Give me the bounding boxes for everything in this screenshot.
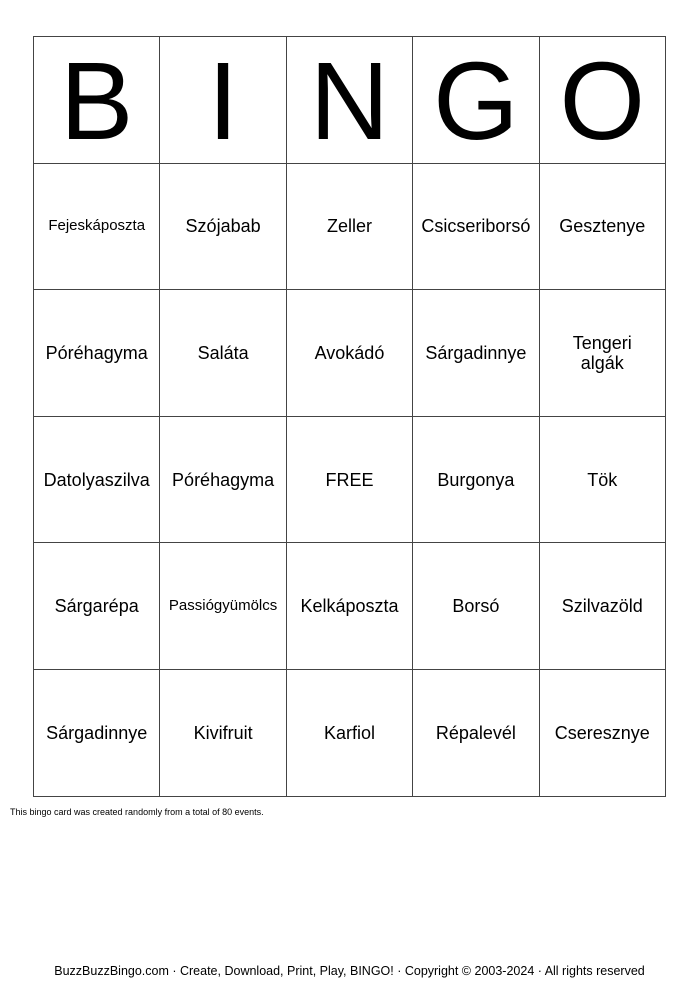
bingo-cell: Tök	[539, 416, 665, 543]
bingo-cell: Kivifruit	[160, 669, 286, 796]
bingo-cell: Zeller	[286, 163, 412, 290]
header-letter-o: O	[539, 37, 665, 164]
bingo-cell: Sárgadinnye	[34, 669, 160, 796]
bingo-cell: Szilvazöld	[539, 543, 665, 670]
bingo-cell: Sárgarépa	[34, 543, 160, 670]
card-footnote: This bingo card was created randomly from a total of 80 events.	[10, 807, 264, 817]
page-footer: BuzzBuzzBingo.com · Create, Download, Print, Play, BINGO! · Copyright © 2003-2024 · All rights reserved	[54, 964, 645, 978]
bingo-cell: Borsó	[413, 543, 539, 670]
bingo-row-2	[34, 290, 666, 417]
bingo-cell: Répalevél	[413, 669, 539, 796]
bingo-row-3	[34, 416, 666, 543]
header-letter-i: I	[160, 37, 286, 164]
bingo-row-4	[34, 543, 666, 670]
header-letter-b: B	[34, 37, 160, 164]
bingo-cell: Gesztenye	[539, 163, 665, 290]
bingo-cell: Fejeskáposzta	[34, 163, 160, 290]
bingo-cell: Kelkáposzta	[286, 543, 412, 670]
bingo-cell: Csicseriborsó	[413, 163, 539, 290]
bingo-header-row	[34, 37, 666, 164]
bingo-cell: Datolyaszilva	[34, 416, 160, 543]
bingo-cell: Tengeri algák	[539, 290, 665, 417]
bingo-cell: Póréhagyma	[160, 416, 286, 543]
bingo-cell: Karfiol	[286, 669, 412, 796]
bingo-cell: Sárgadinnye	[413, 290, 539, 417]
free-space-cell: FREE	[286, 416, 412, 543]
bingo-cell: Avokádó	[286, 290, 412, 417]
bingo-row-5	[34, 669, 666, 796]
bingo-cell: Saláta	[160, 290, 286, 417]
bingo-cell: Burgonya	[413, 416, 539, 543]
header-letter-n: N	[286, 37, 412, 164]
header-letter-g: G	[413, 37, 539, 164]
bingo-cell: Passiógyümölcs	[160, 543, 286, 670]
bingo-cell: Cseresznye	[539, 669, 665, 796]
bingo-card	[33, 36, 666, 797]
bingo-cell: Szójabab	[160, 163, 286, 290]
bingo-row-1	[34, 163, 666, 290]
bingo-cell: Póréhagyma	[34, 290, 160, 417]
